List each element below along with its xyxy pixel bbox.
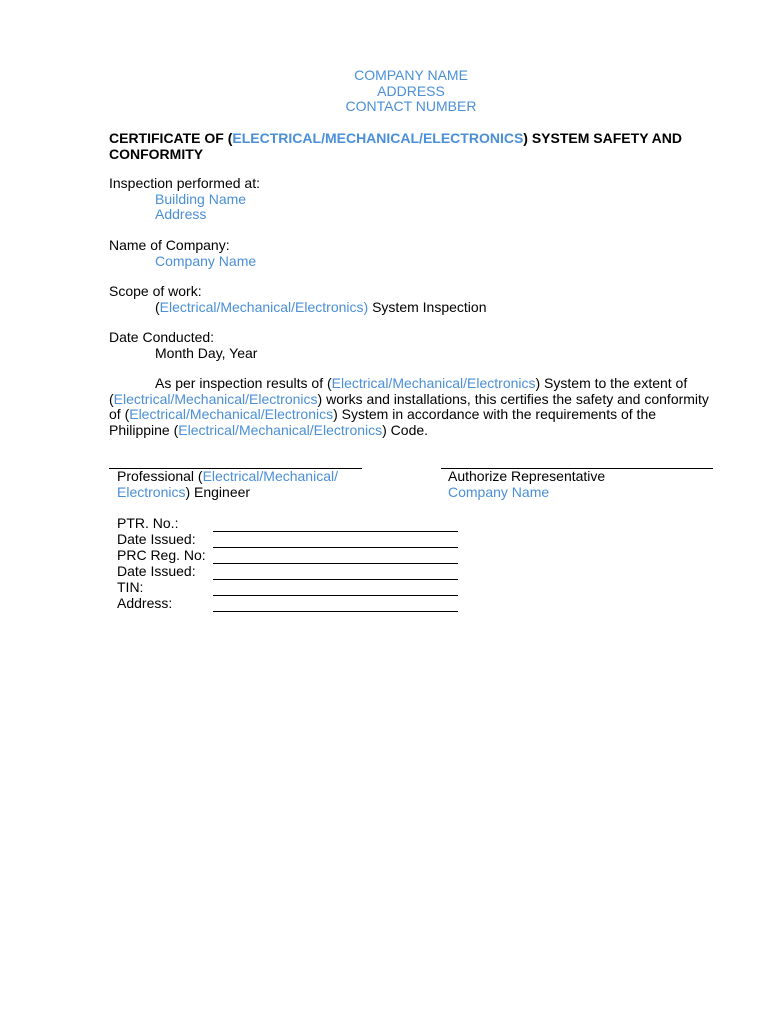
building-name: Building Name — [155, 190, 247, 207]
inspection-section — [109, 176, 260, 223]
field-date-issued-prc: Date Issued: — [117, 563, 196, 579]
date-section — [109, 330, 257, 361]
field-tin: TIN: — [117, 579, 144, 595]
title-prefix: CERTIFICATE OF ( — [109, 130, 233, 146]
engineer-prefix: Professional ( — [117, 468, 203, 484]
blank-line-date-issued-ptr — [213, 547, 458, 548]
engineer-suffix: ) Engineer — [185, 483, 251, 500]
company-section — [109, 238, 256, 269]
scope-system-type: Electrical/Mechanical/Electronics) — [159, 298, 369, 315]
company-name-value: Company Name — [155, 252, 257, 269]
title-suffix: ) SYSTEM SAFETY AND CONFORMITY — [109, 130, 682, 162]
body-system-2: Electrical/Mechanical/Electronics — [113, 390, 318, 407]
representative-role: Authorize Representative — [448, 468, 606, 484]
inspection-label: Inspection performed at: — [109, 175, 260, 191]
field-date-issued-ptr: Date Issued: — [117, 531, 196, 547]
body-text-3: ) works and installations, this certifies the safety and conformity of ( — [109, 390, 709, 422]
scope-suffix: System Inspection — [368, 298, 487, 315]
letterhead — [0, 68, 768, 115]
body-system-3: Electrical/Mechanical/Electronics — [129, 406, 334, 422]
building-address: Address — [155, 206, 207, 222]
blank-line-ptr-no — [213, 531, 458, 532]
field-ptr-no: PTR. No.: — [117, 515, 179, 531]
engineer-signature-block — [117, 469, 357, 500]
blank-line-tin — [213, 595, 458, 596]
body-system-1: Electrical/Mechanical/Electronics — [331, 375, 536, 391]
engineer-credentials — [117, 515, 206, 611]
body-text-5: ) Code. — [382, 421, 429, 438]
title-system-type: ELECTRICAL/MECHANICAL/ELECTRONICS — [232, 130, 524, 146]
certificate-title — [109, 130, 709, 162]
body-text-1: As per inspection results of ( — [155, 375, 332, 391]
scope-section — [109, 284, 486, 315]
field-prc-reg-no: PRC Reg. No: — [117, 547, 206, 563]
representative-signature-block — [448, 469, 605, 500]
field-address: Address: — [117, 595, 173, 611]
contact-number: CONTACT NUMBER — [345, 98, 477, 114]
certification-paragraph — [109, 376, 719, 438]
body-text-4: ) System in accordance with the requirements of the Philippine ( — [109, 406, 657, 438]
scope-label: Scope of work: — [109, 283, 202, 299]
engineer-system-type: Electrical/Mechanical/ Electronics — [117, 468, 338, 500]
blank-line-date-issued-prc — [213, 579, 458, 580]
body-system-4: Electrical/Mechanical/Electronics — [178, 421, 383, 438]
date-value: Month Day, Year — [155, 344, 258, 361]
blank-line-address — [213, 611, 458, 612]
company-name: COMPANY NAME — [354, 67, 468, 83]
date-label: Date Conducted: — [109, 329, 215, 345]
representative-company: Company Name — [448, 483, 550, 500]
body-text-2: ) System to the extent of ( — [109, 375, 688, 407]
scope-value — [109, 300, 486, 316]
scope-open-paren: ( — [155, 298, 160, 315]
blank-line-prc-reg-no — [213, 563, 458, 564]
company-label: Name of Company: — [109, 237, 230, 253]
company-address: ADDRESS — [377, 82, 445, 99]
